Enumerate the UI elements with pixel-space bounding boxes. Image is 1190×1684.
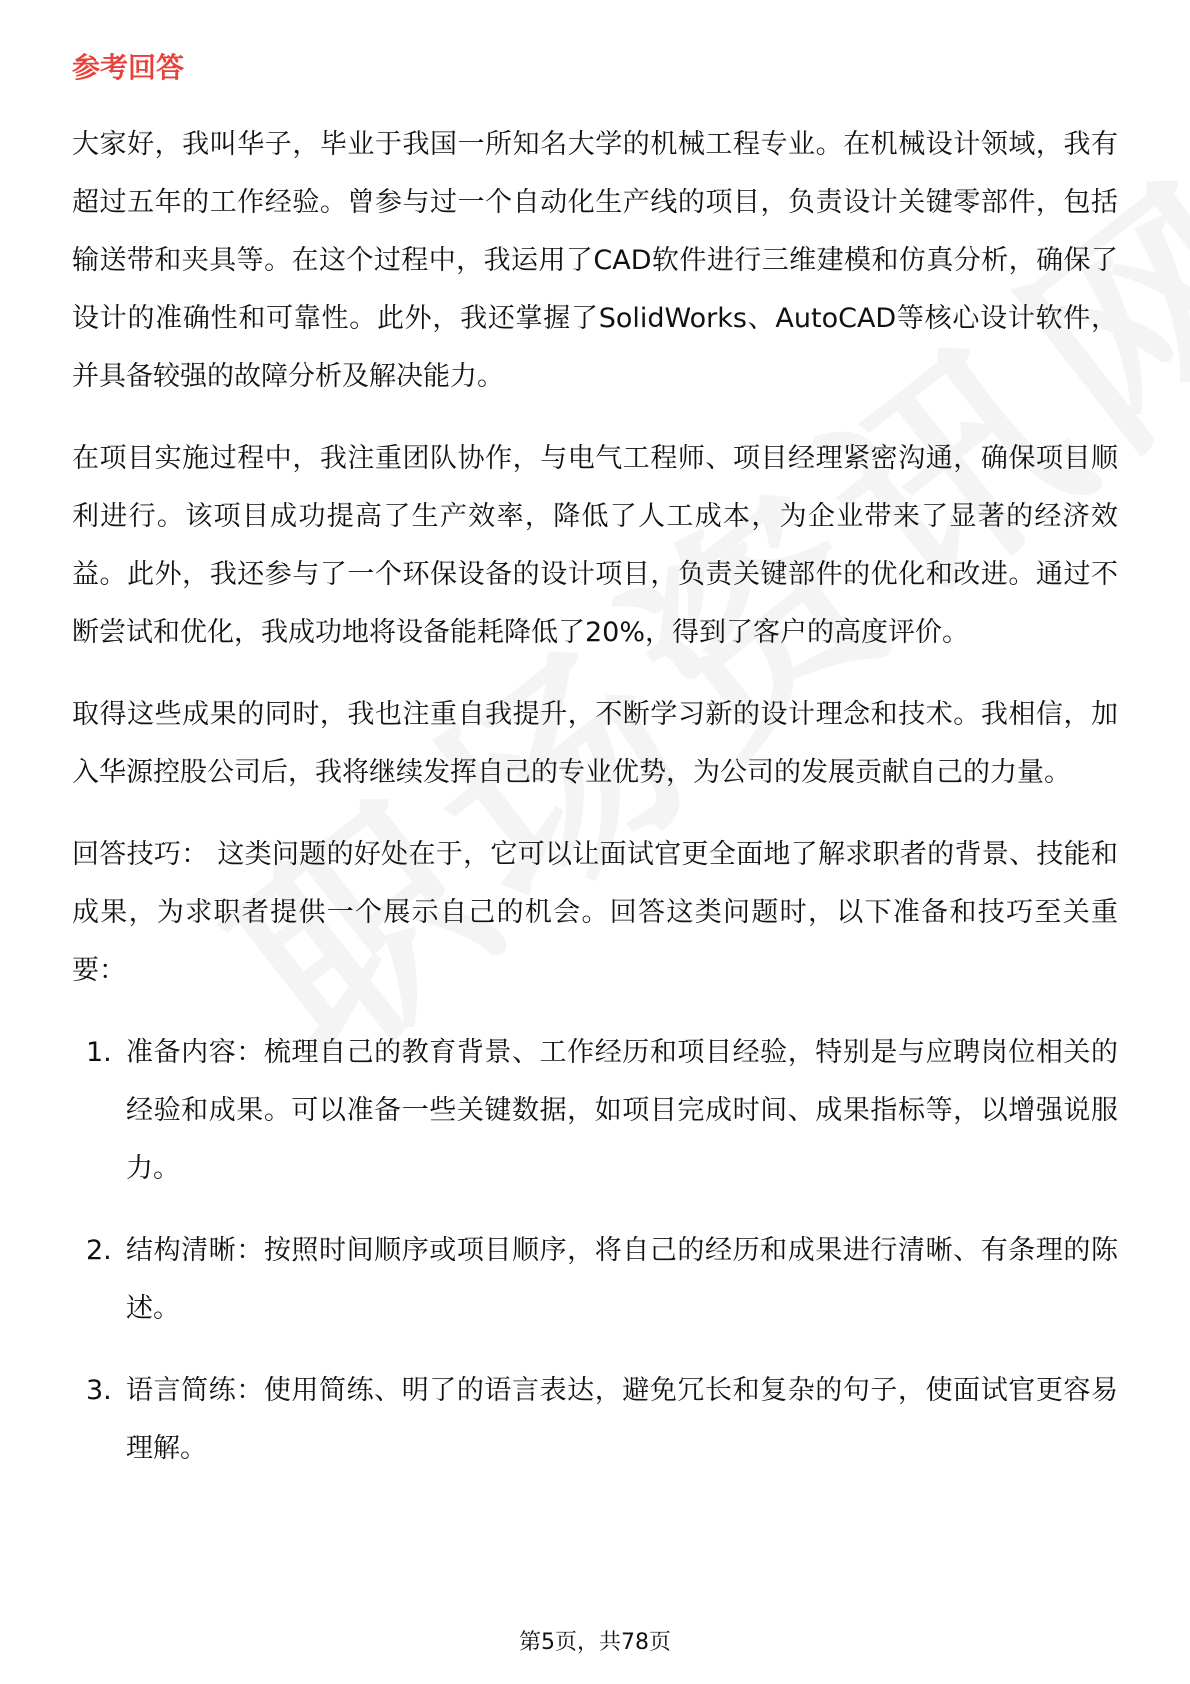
tips-list	[72, 1024, 1118, 1478]
list-item-number: 3.	[86, 1375, 112, 1406]
paragraph-intro: 大家好，我叫华子，毕业于我国一所知名大学的机械工程专业。在机械设计领域，我有超过五年的工作经验。曾参与过一个自动化生产线的项目，负责设计关键零部件，包括输送带和夹具等。在这个过程中，我运用了CAD软件进行三维建模和仿真分析，确保了设计的准确性和可靠性。此外，我还掌握了SolidWorks、AutoCAD等核心设计软件，并具备较强的故障分析及解决能力。	[72, 129, 1118, 392]
paragraph-tips: 回答技巧： 这类问题的好处在于，它可以让面试官更全面地了解求职者的背景、技能和成果，为求职者提供一个展示自己的机会。回答这类问题时，以下准备和技巧至关重要：	[72, 839, 1118, 986]
list-item-number: 2.	[86, 1235, 112, 1266]
document-content	[72, 48, 1118, 1502]
list-item	[72, 1222, 1118, 1338]
paragraph-project: 在项目实施过程中，我注重团队协作，与电气工程师、项目经理紧密沟通，确保项目顺利进行。该项目成功提高了生产效率，降低了人工成本，为企业带来了显著的经济效益。此外，我还参与了一个环保设备的设计项目，负责关键部件的优化和改进。通过不断尝试和优化，我成功地将设备能耗降低了20%，得到了客户的高度评价。	[72, 443, 1118, 648]
page-footer: 第5页，共78页	[519, 1630, 671, 1655]
list-item	[72, 1362, 1118, 1478]
list-item-text: 准备内容：梳理自己的教育背景、工作经历和项目经验，特别是与应聘岗位相关的经验和成果。可以准备一些关键数据，如项目完成时间、成果指标等，以增强说服力。	[126, 1037, 1118, 1184]
list-item-text: 语言简练：使用简练、明了的语言表达，避免冗长和复杂的句子，使面试官更容易理解。	[126, 1375, 1118, 1464]
paragraph-achievements: 取得这些成果的同时，我也注重自我提升，不断学习新的设计理念和技术。我相信，加入华源控股公司后，我将继续发挥自己的专业优势，为公司的发展贡献自己的力量。	[72, 699, 1118, 788]
list-item-text: 结构清晰：按照时间顺序或项目顺序，将自己的经历和成果进行清晰、有条理的陈述。	[126, 1235, 1118, 1324]
section-title: 参考回答	[72, 51, 185, 84]
list-item-number: 1.	[86, 1037, 112, 1068]
list-item	[72, 1024, 1118, 1198]
